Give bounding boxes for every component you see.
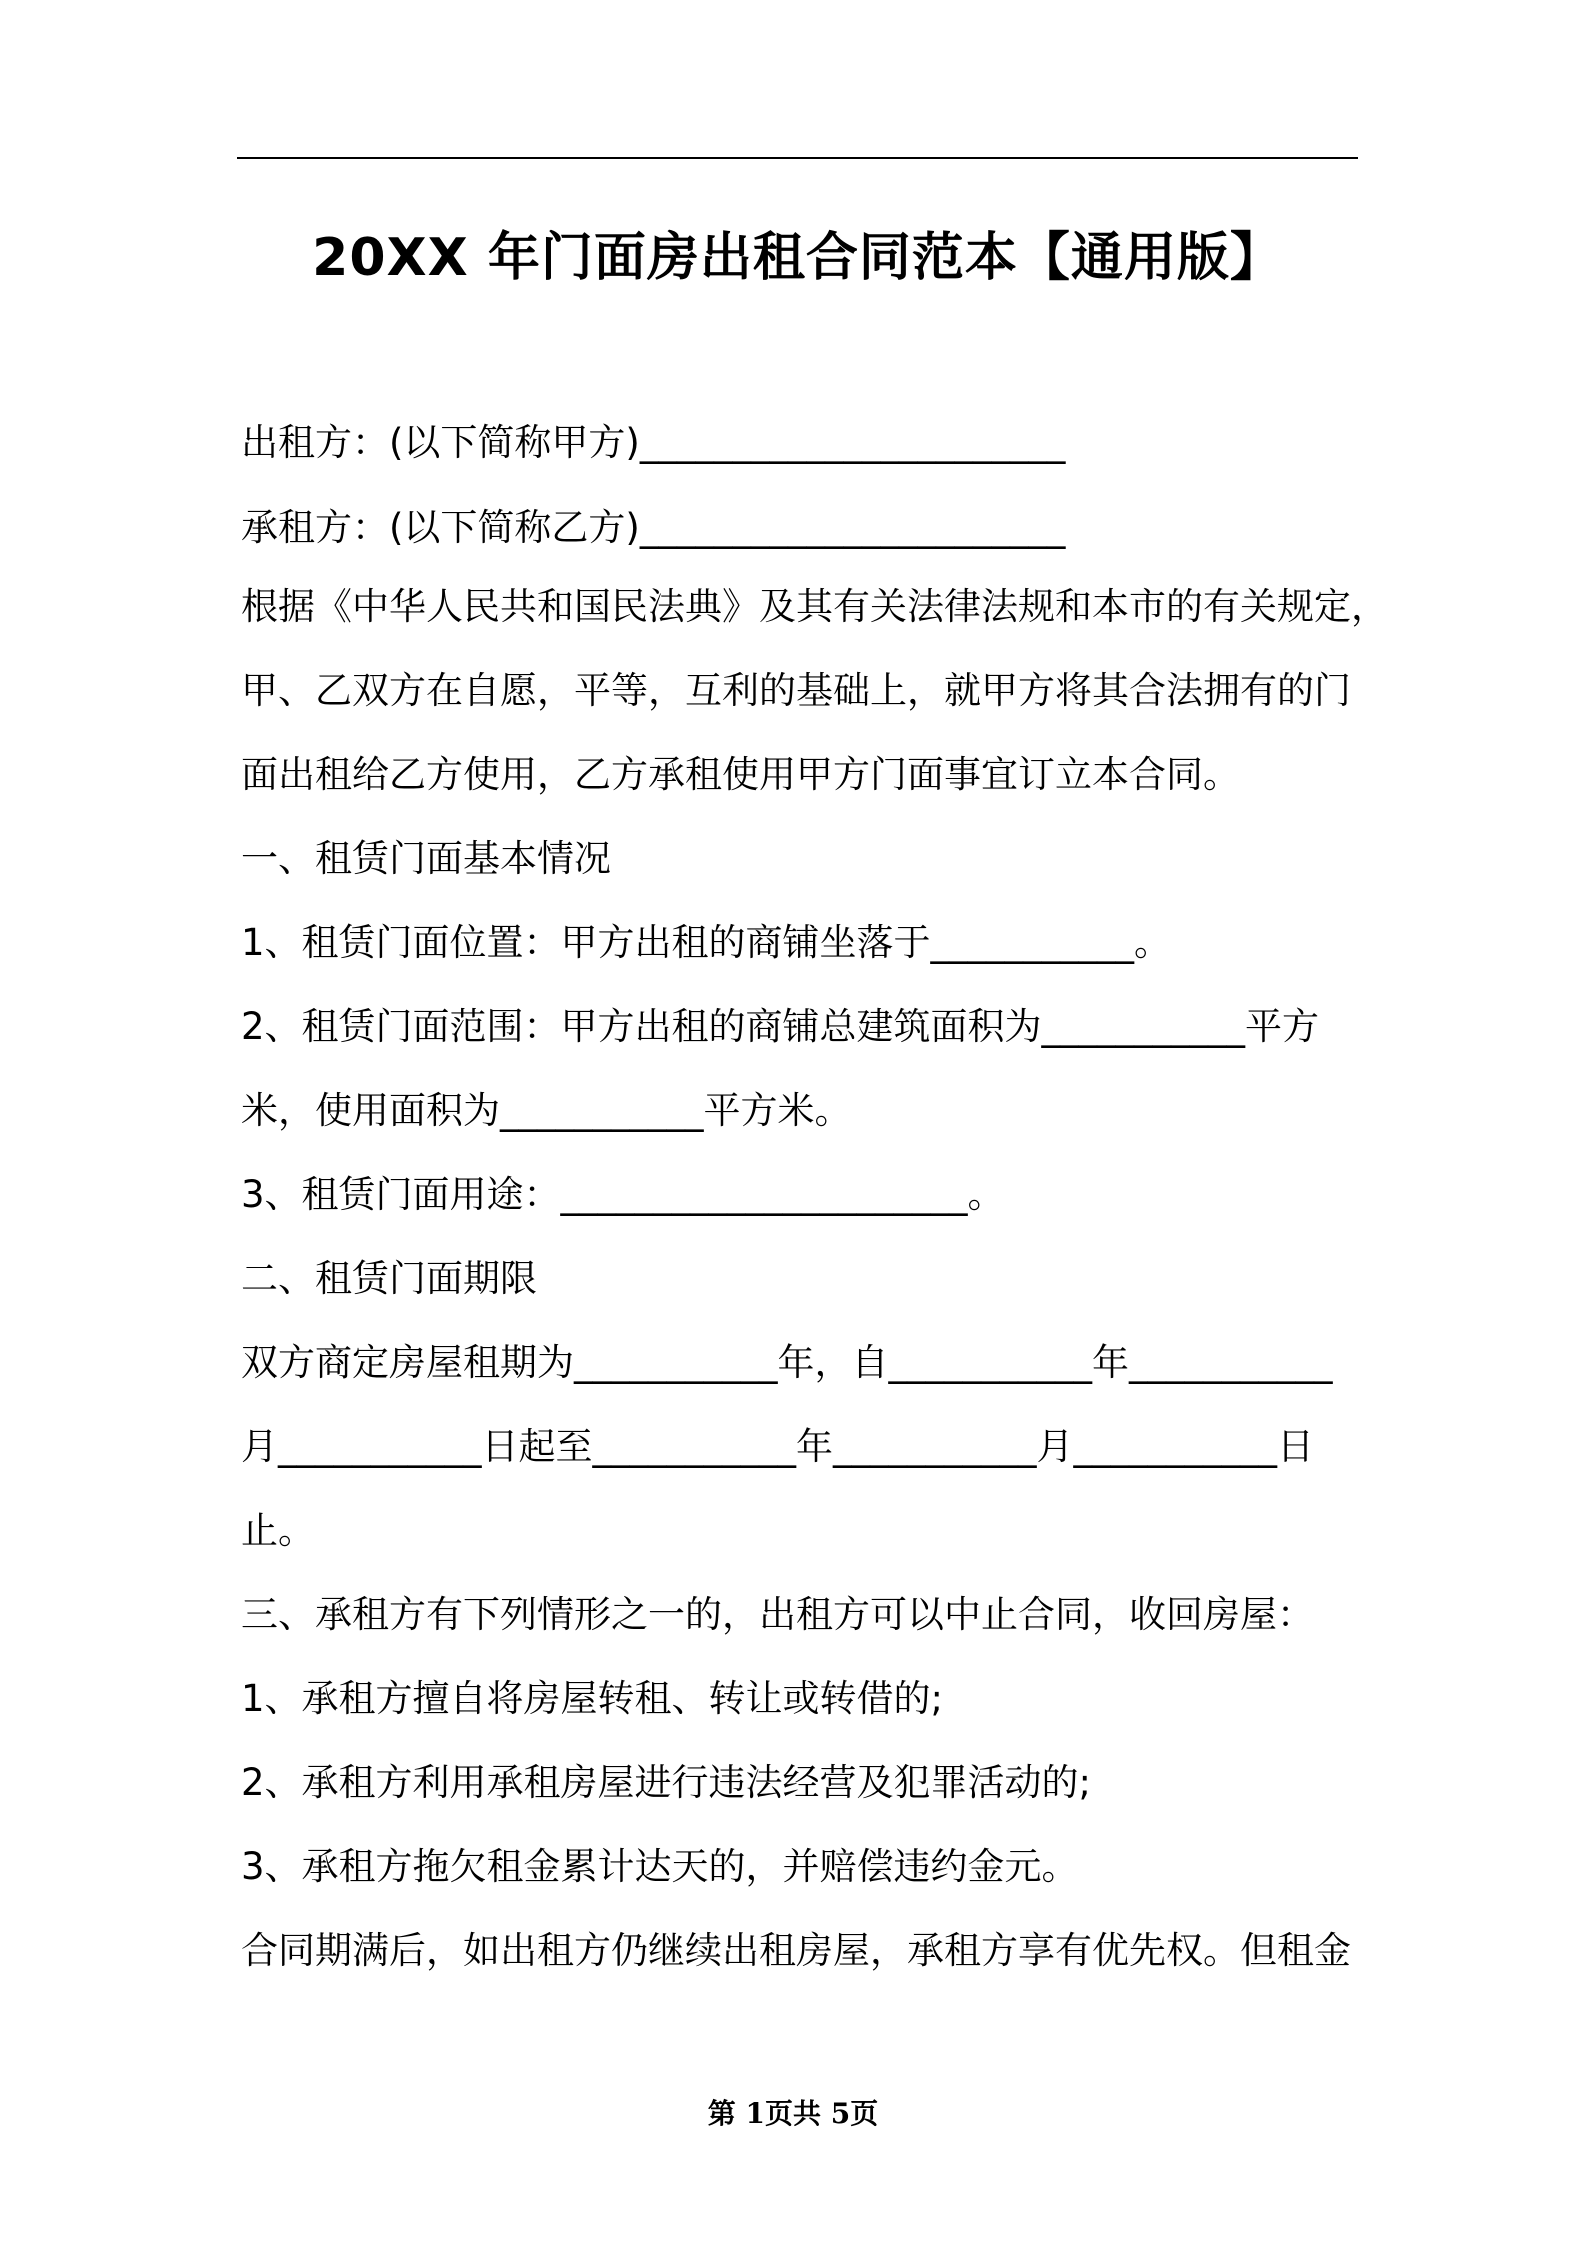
clause-1-2-line-1: 2、租赁门面范围：甲方出租的商铺总建筑面积为___________平方	[241, 1005, 1320, 1048]
clause-1-2-line-2: 米，使用面积为___________平方米。	[241, 1089, 852, 1132]
preamble-line-3: 面出租给乙方使用，乙方承租使用甲方门面事宜订立本合同。	[241, 753, 1240, 796]
term-line-2: 月___________日起至___________年___________月___________日	[241, 1425, 1314, 1468]
page-number: 第 1页共 5页	[707, 2097, 879, 2130]
clause-1-3: 3、租赁门面用途：______________________。	[241, 1173, 1005, 1216]
section-3-heading: 三、承租方有下列情形之一的，出租方可以中止合同，收回房屋：	[241, 1593, 1314, 1636]
lessee-line: 承租方：(以下简称乙方)_______________________	[241, 506, 1066, 549]
document-title: 20XX 年门面房出租合同范本【通用版】	[312, 228, 1283, 288]
term-line-1: 双方商定房屋租期为___________年，自___________年___________	[241, 1341, 1333, 1384]
clause-1-1: 1、租赁门面位置：甲方出租的商铺坐落于___________。	[241, 921, 1172, 964]
term-line-3: 止。	[241, 1509, 315, 1552]
section-2-heading: 二、租赁门面期限	[241, 1257, 537, 1300]
section-1-heading: 一、租赁门面基本情况	[241, 837, 611, 880]
preamble-line-1: 根据《中华人民共和国民法典》及其有关法律法规和本市的有关规定，	[241, 585, 1388, 628]
preamble-line-2: 甲、乙双方在自愿，平等，互利的基础上，就甲方将其合法拥有的门	[241, 669, 1351, 712]
clause-3-3: 3、承租方拖欠租金累计达天的，并赔偿违约金元。	[241, 1845, 1079, 1888]
header-rule	[237, 157, 1358, 159]
clause-3-1: 1、承租方擅自将房屋转租、转让或转借的;	[241, 1677, 944, 1720]
renewal-line-1: 合同期满后，如出租方仍继续出租房屋，承租方享有优先权。但租金	[241, 1929, 1351, 1972]
clause-3-2: 2、承租方利用承租房屋进行违法经营及犯罪活动的;	[241, 1761, 1092, 1804]
lessor-line: 出租方：(以下简称甲方)_______________________	[241, 421, 1066, 464]
